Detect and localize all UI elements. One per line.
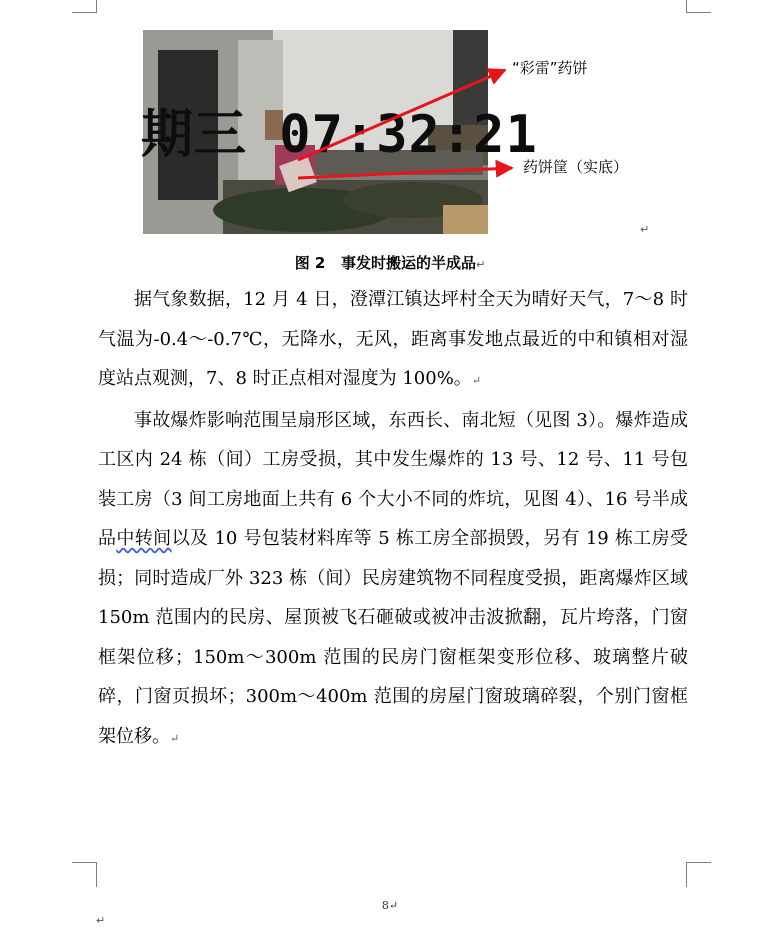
- paragraph-mark: ↵: [388, 899, 399, 912]
- paragraph-damage: [98, 401, 688, 759]
- paragraph-damage-text-a: 事故爆炸影响范围呈扇形区域，东西长、南北短（见图 3）。爆炸造成工区内 24 栋（间）工房受损，其中发生爆炸的 13 号、12 号、11 号包装工房（3 间工房地面上共有 6 个大小不同的炸坑，见图 4）、16 号半成品: [98, 409, 688, 549]
- annotation-arrows: [0, 0, 780, 260]
- page-number-value: 8: [381, 899, 389, 912]
- paragraph-weather-text: 据气象数据，12 月 4 日，澄潭江镇达坪村全天为晴好天气，7～8 时气温为-0.4～-0.7℃，无降水，无风，距离事发地点最近的中和镇相对湿度站点观测，7、8 时正点相对湿度为 100%。: [98, 289, 688, 389]
- figure-caption: [0, 252, 780, 273]
- annotation-cailei-cake: “彩雷”药饼: [512, 59, 588, 77]
- arrow-to-basket: [298, 168, 512, 178]
- page-number: [0, 899, 780, 912]
- paragraph-mark: ↵: [476, 258, 486, 271]
- figure-title: 事发时搬运的半成品: [341, 254, 477, 272]
- paragraph-mark: ↵: [170, 731, 180, 745]
- figure-label: 图 2: [294, 254, 326, 272]
- spellcheck-flagged-word[interactable]: 中转间: [116, 528, 172, 549]
- paragraph-mark: ↵: [640, 223, 650, 236]
- paragraph-weather: [98, 280, 688, 401]
- paragraph-damage-text-c: 以及 10 号包装材料库等 5 栋工房全部损毁，另有 19 栋工房受损；同时造成厂外 323 栋（间）民房建筑物不同程度受损，距离爆炸区域 150m 范围内的民房、屋顶被飞石砸破或被冲击波掀翻，瓦片垮落，门窗框架位移；150m～300m 范围的民房门窗框架变形位移、玻璃整片破碎，门窗页损坏；300m～400m 范围的房屋门窗玻璃碎裂，个别门窗框架位移。: [98, 528, 689, 747]
- paragraph-mark: ↵: [471, 374, 482, 387]
- timestamp-overlay: 期三 07:32:21: [141, 105, 538, 165]
- crop-mark-bottom-left-h: [72, 862, 97, 863]
- crop-mark-bottom-right-h: [686, 862, 711, 863]
- arrow-to-cailei-cake: [298, 70, 505, 160]
- body-text: [98, 280, 688, 758]
- annotation-basket: 药饼筐（实底）: [523, 158, 629, 176]
- crop-mark-bottom-right-v: [686, 862, 687, 887]
- crop-mark-bottom-left-v: [96, 862, 97, 887]
- paragraph-mark: ↵: [96, 914, 106, 927]
